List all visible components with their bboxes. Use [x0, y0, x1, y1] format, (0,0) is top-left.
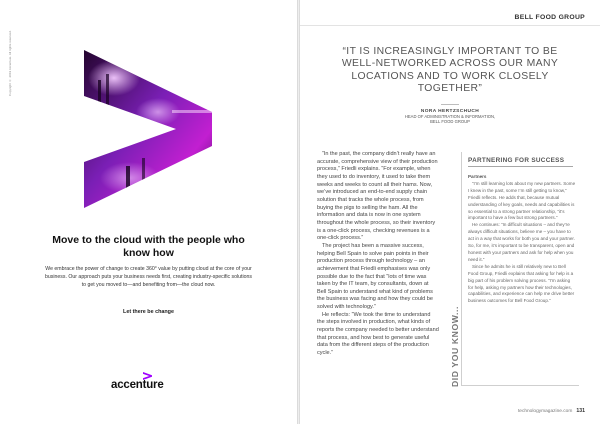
- article-page: [300, 0, 600, 424]
- advertisement-page: [0, 0, 297, 424]
- chevron-graphic: [84, 50, 212, 208]
- sidebar-paragraph: He continues: “In difficult situations – and they’re always difficult situations, believe me – you have to act in a way that works for both you and your partner. So, for me, it’s important to be transparent, open and honest with your partners and ask for help when you need it.”: [468, 222, 575, 262]
- sidebar-title: PARTNERING FOR SUCCESS: [468, 157, 565, 164]
- article-body: [317, 151, 439, 358]
- footer-site[interactable]: technologymagazine.com: [517, 409, 573, 414]
- page-number: 131: [576, 408, 585, 414]
- byline-name: NORA HERTZSCHUCH: [420, 109, 480, 114]
- quote-byline: [360, 109, 540, 125]
- sidebar-paragraph: Since he admits he is still relatively new to Bell Food Group, Friedli explains that asking for help is a big part of his problem solving process. “I’m asking for help, asking my partners how their technologies, capabilities, and experience can help me drive better business outcomes for Bell Food Group.”: [468, 263, 575, 304]
- sidebar-paragraph: “I’m still learning lots about my new partners. Some I knew in the past, some I’m still getting to know,” Friedli reflects. He adds that, because mutual understanding of key goals, needs and capabilities is so essential to a strong partner relationship, “it’s important to have a few but strong partners.”: [468, 180, 576, 221]
- accenture-logo[interactable]: [111, 372, 187, 394]
- header-divider: [300, 25, 600, 26]
- sidebar-title-rule: [468, 166, 573, 167]
- ad-headline: Move to the cloud with the people who know how: [52, 234, 245, 259]
- page-footer: [518, 408, 585, 414]
- sidebar-text: [468, 174, 576, 305]
- brand-wordmark: accenture: [111, 379, 164, 391]
- sidebar-box: [450, 152, 582, 387]
- quote-divider: [441, 104, 459, 105]
- sidebar-subhead: Partners: [468, 174, 487, 179]
- did-you-know-label: DID YOU KNOW...: [450, 306, 460, 387]
- ad-call-to-action[interactable]: Let there be change: [123, 309, 174, 315]
- ad-body: We embrace the power of change to create 360° value by putting cloud at the core of your business. Our approach puts your business needs first, creating industry-specific solutions to get you moved to—and benefiting from—the cloud now.: [44, 266, 253, 288]
- article-paragraph: “In the past, the company didn’t really have an accurate, comprehensive view of their production process,” Friedli explains. “For example, when they used to do inventory, it used to take them weeks and weeks to count all their hams. Now, we’ve introduced an end-to-end supply chain solution that tracks the whole process, from buying the pigs to selling the ham. All the information and data is now in one system throughout the whole process, so their inventory is a one-click process, checking revenues is a one-click process.”: [317, 151, 438, 242]
- byline-title: HEAD OF ADMINISTRATION & INFORMATION,: [404, 114, 496, 120]
- sidebar-panel: [461, 152, 579, 386]
- byline-company: BELL FOOD GROUP: [430, 119, 470, 125]
- accenture-chevron-icon: [143, 372, 152, 380]
- section-header: BELL FOOD GROUP: [514, 14, 585, 21]
- article-paragraph: He reflects: “We took the time to understand the steps involved in production, what kinds of reports the company needed to better understand that process, and how best to generate useful data from the different steps of the production cycle.”: [317, 311, 439, 357]
- article-paragraph: The project has been a massive success, helping Bell Spain to solve pain points in their production process through technology – an achievement that Friedli emphasises was only possible due to the fact that “lots of time was taken by the IT team, by consultants, down at Bell Spain to understand what kind of problems the business was facing and how they could be solved with technology.”: [317, 242, 433, 311]
- pull-quote: “IT IS INCREASINGLY IMPORTANT TO BE WELL-NETWORKED ACROSS OUR MANY LOCATIONS AND TO WORK CLOSELY TOGETHER”: [341, 46, 559, 95]
- copyright-notice: Copyright © 2019 Accenture. All rights reserved.: [8, 30, 12, 96]
